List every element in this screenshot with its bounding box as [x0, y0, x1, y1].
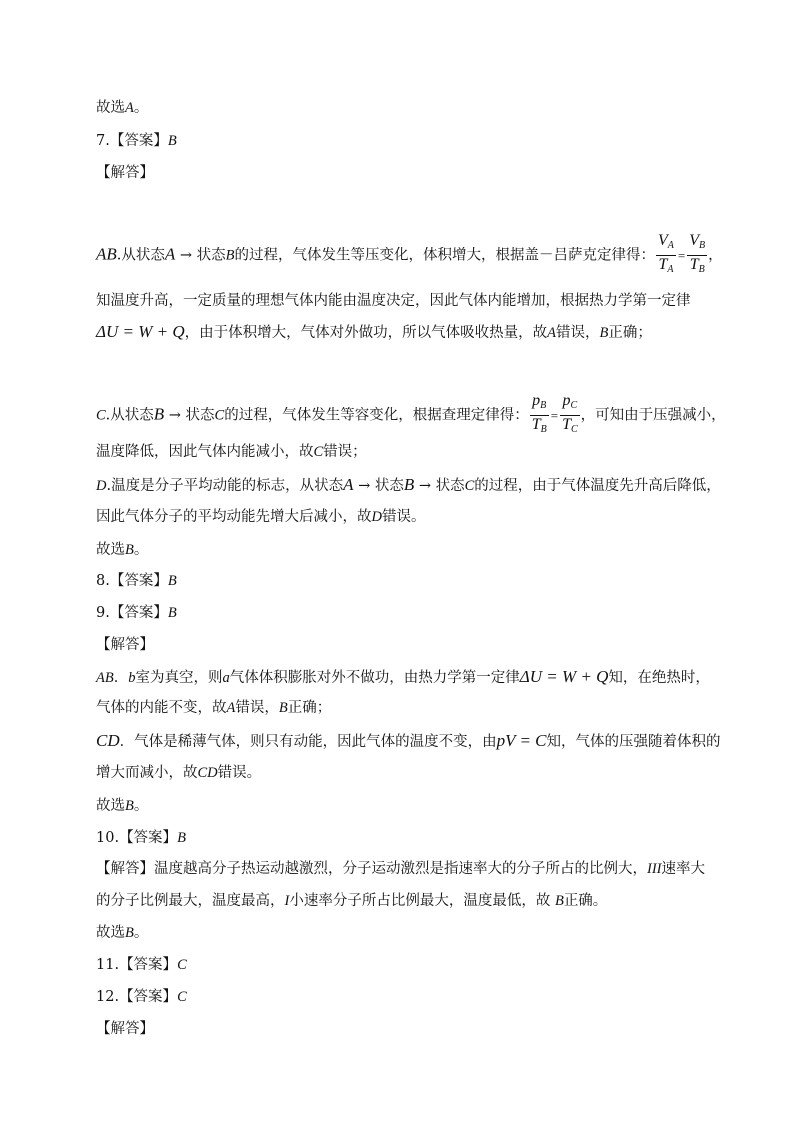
q7-c2-line	[96, 441, 367, 463]
equation: ΔU = W + Q	[96, 322, 185, 341]
q9-select	[96, 795, 148, 817]
q9-cd-line	[96, 730, 721, 753]
text: 温度降低，因此气体内能减小，故	[96, 444, 314, 460]
answer-value: B	[177, 830, 186, 846]
var: C	[313, 444, 324, 460]
text: 的过程，气体发生等压变化，体积增大，根据盖－吕萨克定律得：	[234, 247, 656, 264]
var: CD	[96, 731, 120, 750]
var: B	[554, 893, 564, 909]
text: 。	[133, 100, 149, 116]
answer-value: B	[167, 573, 177, 589]
var: b	[128, 670, 136, 686]
solution-label: 【解答】	[96, 1021, 154, 1037]
text: 状态	[196, 247, 226, 264]
var: B	[125, 925, 134, 941]
q7-d2-line	[96, 506, 425, 528]
question-number: 11.	[96, 957, 120, 973]
var: B	[125, 542, 134, 558]
equals: =	[677, 247, 686, 263]
text: 的分子比例最大，温度最高，	[96, 893, 285, 909]
answer-value: B	[167, 133, 177, 149]
q8-answer	[96, 570, 177, 592]
var: A	[547, 325, 556, 341]
q10-solution-line2	[96, 890, 607, 912]
q10-answer	[96, 827, 186, 849]
fraction-va-ta: $\frac{V_A}{T_A}$	[658, 232, 674, 275]
q9-solution-label	[96, 634, 154, 656]
solution-label: 【解答】	[96, 165, 154, 181]
text: 故选	[96, 798, 125, 814]
var: III	[647, 861, 662, 877]
answer-label: 【答案】	[119, 957, 178, 973]
answer-label: 【答案】	[109, 133, 168, 149]
var: CD	[197, 765, 218, 781]
arrow: →	[175, 247, 197, 264]
text: 。	[133, 925, 149, 941]
q12-solution-label	[96, 1018, 154, 1040]
text: 。	[133, 798, 149, 814]
var: a	[222, 670, 230, 686]
q7-answer	[96, 130, 177, 152]
q9-ab-line	[96, 666, 710, 689]
q7-select	[96, 539, 148, 561]
question-number: 7.	[96, 133, 110, 149]
answer-value: C	[177, 957, 187, 973]
question-number: 8.	[96, 573, 110, 589]
arrow: →	[353, 478, 375, 494]
text: 增大而减小，故	[96, 765, 198, 781]
var: B	[225, 247, 235, 264]
q9-cd2-line	[96, 762, 261, 784]
arrow: →	[414, 478, 436, 494]
var: C	[214, 407, 225, 424]
var: B	[599, 325, 609, 341]
fraction-pb-tb: $\frac{p_B}{T_B}$	[531, 392, 547, 435]
answer-label: 【答案】	[109, 605, 168, 621]
q12-answer	[96, 986, 187, 1008]
var: C	[464, 478, 475, 494]
answer-value: C	[177, 989, 187, 1005]
var: D	[371, 509, 382, 525]
equals: =	[550, 407, 559, 423]
q7-du-line	[96, 321, 652, 344]
q7-solution-label	[96, 162, 154, 184]
var: B	[278, 700, 288, 716]
text: 正确。	[563, 893, 608, 909]
question-number: 12.	[96, 989, 120, 1005]
equation: pV = C	[496, 731, 547, 750]
question-number: 9.	[96, 605, 110, 621]
answer-label: 【答案】	[119, 830, 178, 846]
var: C	[96, 407, 106, 424]
text: 速率大	[661, 861, 705, 877]
text: 故选	[96, 542, 125, 558]
text: 温度越高分子热运动越激烈，分子运动激烈是指速率大的分子所占的比例大，	[154, 861, 647, 877]
text: 小速率分子所占比例最大，温度最低，故	[289, 893, 555, 909]
question-number: 10.	[96, 830, 120, 846]
equation: ΔU = W + Q	[519, 667, 609, 686]
text: 错误；	[323, 444, 367, 460]
text: 。	[133, 542, 149, 558]
fraction-vb-tb: $\frac{V_B}{T_B}$	[689, 232, 706, 275]
q9-ab2-line	[96, 697, 331, 719]
text: 气体的内能不变，故	[96, 700, 227, 716]
var: I	[284, 893, 290, 909]
text: 状态	[185, 407, 215, 424]
text: .温度是分子平均动能的标志，从状态	[106, 478, 344, 494]
text: ，	[708, 247, 723, 264]
q7-ab-line	[96, 232, 723, 279]
var: A	[226, 700, 236, 716]
text: 气体体积膨胀对外不做功，由热力学第一定律	[229, 670, 520, 686]
solution-label: 【解答】	[96, 861, 154, 877]
answer-value: B	[167, 605, 177, 621]
var: A	[343, 475, 354, 494]
var: B	[403, 475, 415, 494]
var: AB	[96, 244, 117, 264]
q9-answer	[96, 602, 177, 624]
text: 的过程，气体发生等容变化，根据查理定律得：	[224, 407, 529, 424]
text: 正确；	[608, 325, 652, 341]
text: 的过程，由于气体温度先升高后降低，	[474, 478, 721, 494]
text: 故选	[96, 100, 125, 116]
solution-label: 【解答】	[96, 637, 154, 653]
text: 错误，	[556, 325, 600, 341]
text: 错误。	[381, 509, 426, 525]
text: ，由于体积增大，气体对外做功，所以气体吸收热量，故	[184, 325, 548, 341]
text: 知温度升高，一定质量的理想气体内能由温度决定，因此气体内能增加，根据热力学第一定律	[96, 293, 691, 309]
q11-answer	[96, 954, 187, 976]
var: B	[125, 798, 134, 814]
text: ，可知由于压强减小，	[580, 407, 726, 424]
text: 状态	[374, 478, 404, 494]
answer-label: 【答案】	[109, 573, 168, 589]
text: .从状态	[116, 247, 165, 264]
q10-select	[96, 922, 148, 944]
answer-label: 【答案】	[119, 989, 178, 1005]
text: 状态	[435, 478, 465, 494]
var: D	[96, 478, 107, 494]
line-select-a	[96, 97, 148, 119]
text: 错误。	[217, 765, 262, 781]
var: AB	[96, 670, 114, 686]
text: .从状态	[105, 407, 154, 424]
q7-c-line	[96, 392, 726, 439]
arrow: →	[164, 407, 186, 424]
text: 室为真空，则	[135, 670, 223, 686]
var: B	[153, 404, 165, 424]
text: 知，气体的压强随着体积的	[546, 734, 721, 750]
text: 因此气体分子的平均动能先增大后减小，故	[96, 509, 372, 525]
q7-temp-line	[96, 290, 691, 312]
text: 知，在绝热时，	[608, 670, 710, 686]
var: A	[125, 100, 134, 116]
text: ．气体是稀薄气体，则只有动能，因此气体的温度不变，由	[119, 734, 497, 750]
var: A	[164, 244, 176, 264]
text: 正确；	[287, 700, 332, 716]
text: ．	[113, 670, 129, 686]
fraction-pc-tc: $\frac{p_C}{T_C}$	[562, 392, 578, 435]
text: 错误，	[235, 700, 279, 716]
q7-d-line	[96, 474, 721, 497]
q10-solution-line	[96, 858, 705, 880]
text: 故选	[96, 925, 125, 941]
